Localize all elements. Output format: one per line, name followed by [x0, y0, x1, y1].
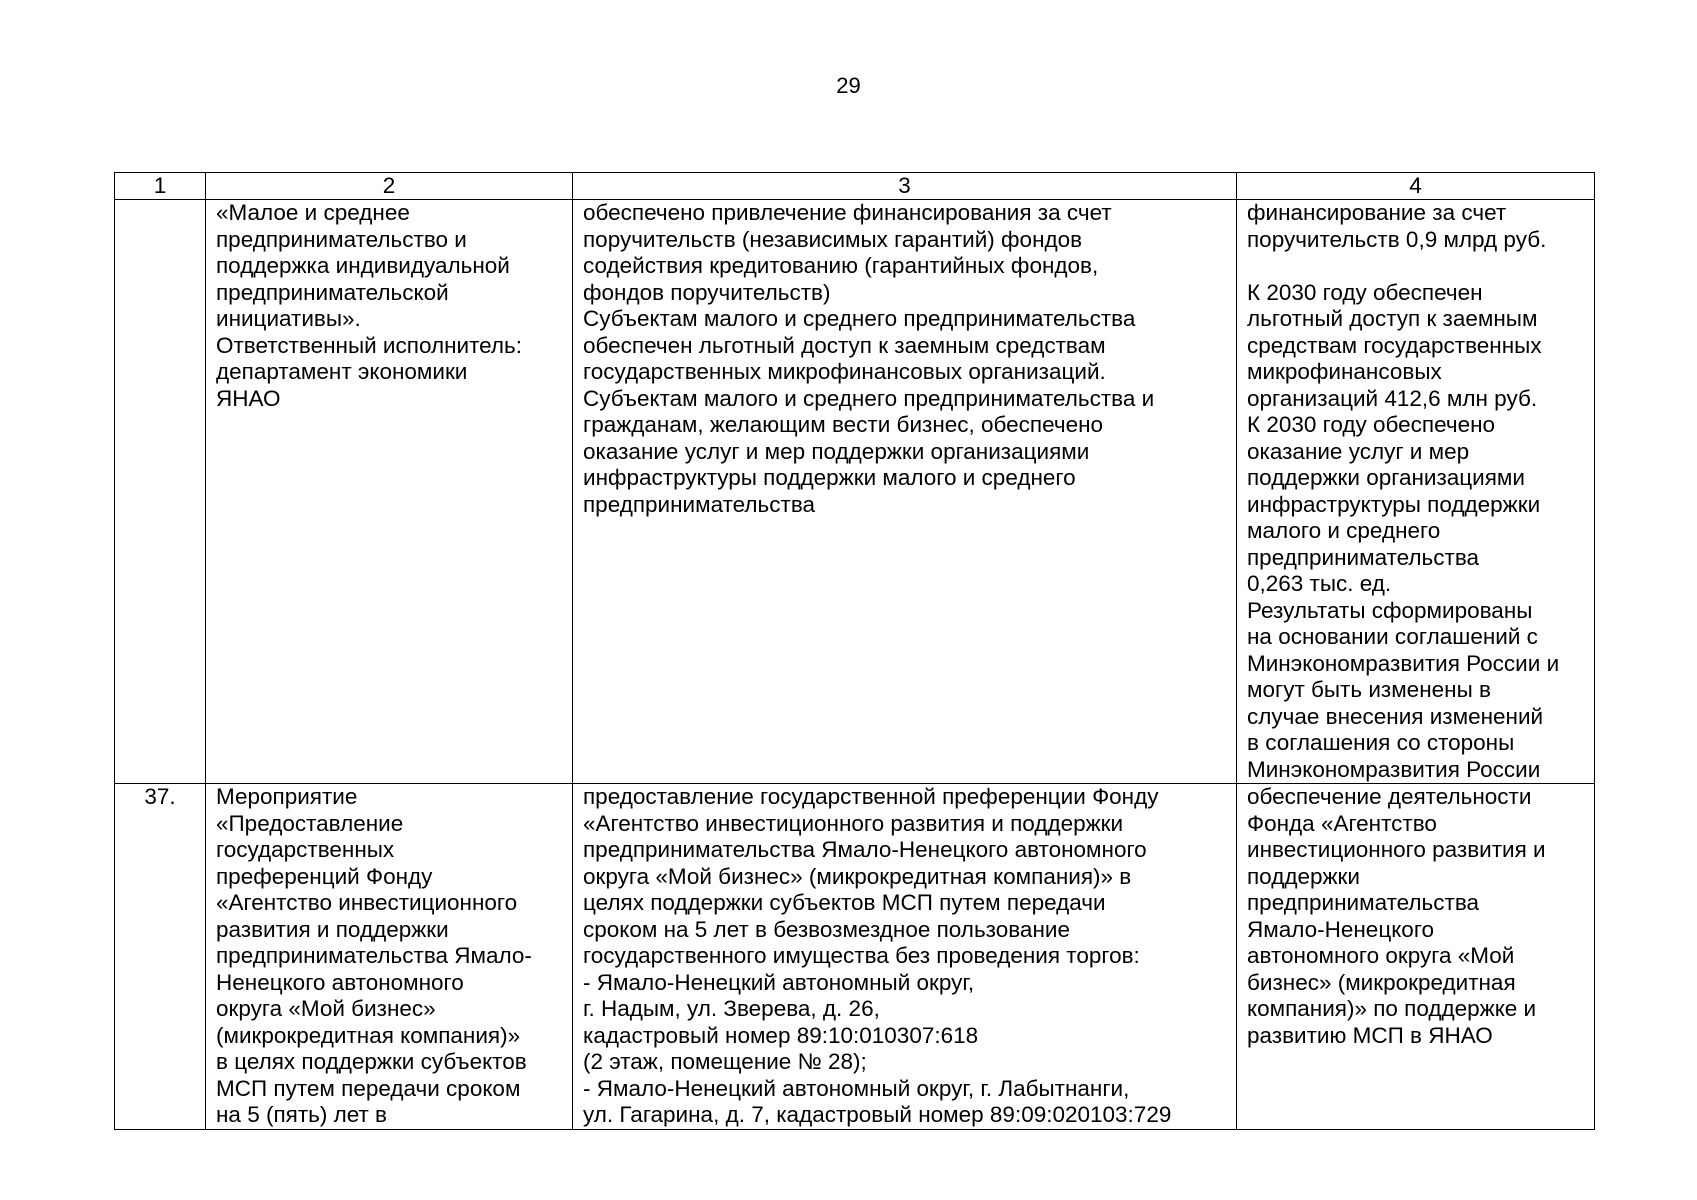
program-name-cell: «Малое и среднее предпринимательство и поддержка индивидуальной предпринимательской инициативы». Ответственный исполнитель: департамент экономики ЯНАО: [206, 200, 573, 784]
column-header-2: 2: [206, 173, 573, 200]
column-header-3: 3: [573, 173, 1237, 200]
row-number-cell: [115, 200, 206, 784]
row-number-cell: 37.: [115, 784, 206, 1130]
document-table: [114, 172, 1595, 1130]
task-description-cell: обеспечено привлечение финансирования за счет поручительств (независимых гарантий) фондов содействия кредитованию (гарантийных фондов, фондов поручительств) Субъектам малого и среднего предпринимательства обеспечен льготный доступ к заемным средствам государственных микрофинансовых организаций. Субъектам малого и среднего предпринимательства и гражданам, желающим вести бизнес, обеспечено оказание услуг и мер поддержки организациями инфраструктуры поддержки малого и среднего предпринимательства: [573, 200, 1237, 784]
table-row: [115, 784, 1595, 1130]
program-name-cell: Мероприятие «Предоставление государственных преференций Фонду «Агентство инвестиционного развития и поддержки предпринимательства Ямало- Ненецкого автономного округа «Мой бизнес» (микрокредитная компания)» в целях поддержки субъектов МСП путем передачи сроком на 5 (пять) лет в: [206, 784, 573, 1130]
page-number: 29: [836, 73, 861, 98]
column-header-1: 1: [115, 173, 206, 200]
task-description-cell: предоставление государственной преференции Фонду «Агентство инвестиционного развития и поддержки предпринимательства Ямало-Ненецкого автономного округа «Мой бизнес» (микрокредитная компания)» в целях поддержки субъектов МСП путем передачи сроком на 5 лет в безвозмездное пользование государственного имущества без проведения торгов: - Ямало-Ненецкий автономный округ, г. Надым, ул. Зверева, д. 26, кадастровый номер 89:10:010307:618 (2 этаж, помещение № 28); - Ямало-Ненецкий автономный округ, г. Лабытнанги, ул. Гагарина, д. 7, кадастровый номер 89:09:020103:729: [573, 784, 1237, 1130]
result-cell: финансирование за счет поручительств 0,9 млрд руб. К 2030 году обеспечен льготный доступ к заемным средствам государственных микрофинансовых организаций 412,6 млн руб. К 2030 году обеспечено оказание услуг и мер поддержки организациями инфраструктуры поддержки малого и среднего предпринимательства 0,263 тыс. ед. Результаты сформированы на основании соглашений с Минэкономразвития России и могут быть изменены в случае внесения изменений в соглашения со стороны Минэкономразвития России: [1237, 200, 1595, 784]
result-cell: обеспечение деятельности Фонда «Агентство инвестиционного развития и поддержки предпринимательства Ямало-Ненецкого автономного округа «Мой бизнес» (микрокредитная компания)» по поддержке и развитию МСП в ЯНАО: [1237, 784, 1595, 1130]
column-header-4: 4: [1237, 173, 1595, 200]
table-row: [115, 200, 1595, 784]
table-header-row: [115, 173, 1595, 200]
